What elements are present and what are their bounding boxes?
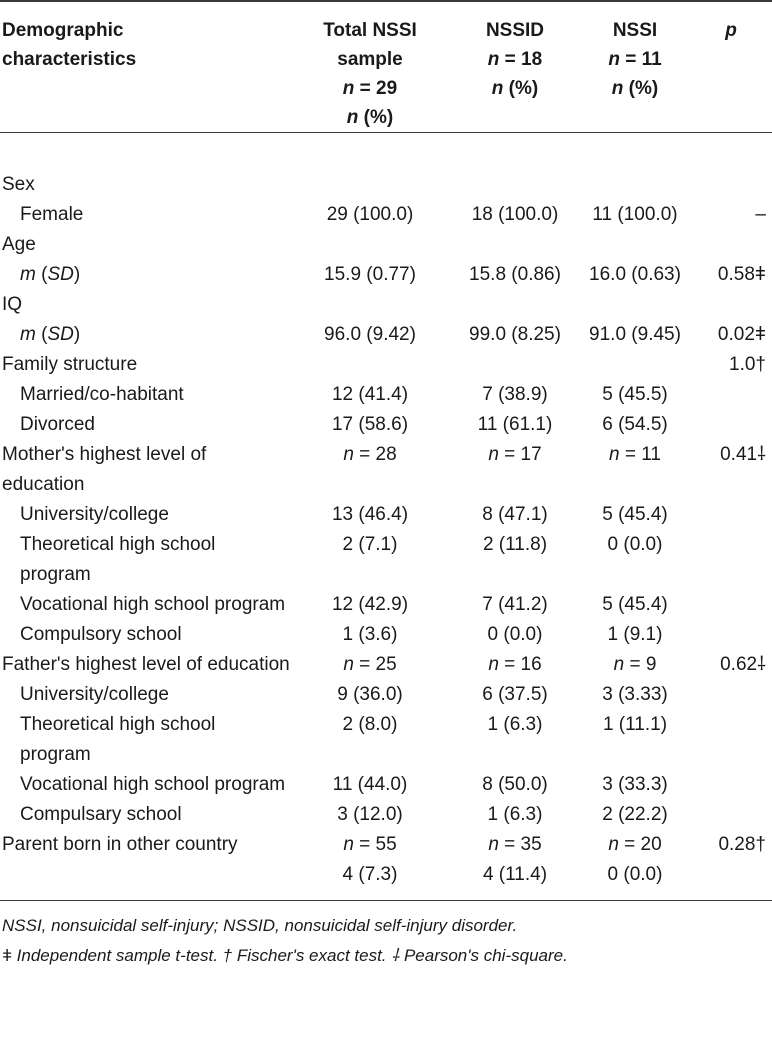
cell-p-value <box>690 770 772 800</box>
cell-p-value: 0.62⸸ <box>720 654 766 675</box>
cell-nssid: 11 (61.1) <box>477 414 553 435</box>
cell-p-value: 0.58ǂ <box>717 264 766 285</box>
cell-nssi: n = 20 <box>608 834 662 855</box>
row-label: Female <box>20 204 84 225</box>
cell-nssi: n = 9 <box>613 654 657 675</box>
row-label: Married/co-habitant <box>20 384 184 405</box>
cell-p-value <box>690 230 772 260</box>
cell-nssid: 2 (11.8) <box>482 534 548 555</box>
row-label: Theoretical high school program <box>20 534 216 585</box>
cell-nssid: 6 (37.5) <box>482 684 548 705</box>
row-label: Compulsory school <box>20 624 182 645</box>
cell-p-value <box>690 290 772 320</box>
cell-nssid: n = 35 <box>488 834 542 855</box>
cell-p-value <box>690 860 772 901</box>
header-p-value: p <box>690 1 772 133</box>
row-label: Family structure <box>2 354 138 375</box>
cell-nssid: 7 (41.2) <box>482 594 548 615</box>
cell-nssid: 1 (6.3) <box>487 714 543 735</box>
cell-nssid <box>450 133 580 201</box>
cell-total-sample: 12 (41.4) <box>331 384 409 405</box>
cell-total-sample: 11 (44.0) <box>332 774 408 795</box>
cell-nssi: 1 (11.1) <box>602 714 668 735</box>
row-label: m (SD) <box>20 264 81 285</box>
header-nssid: NSSID n = 18 n (%) <box>450 1 580 133</box>
cell-nssid: 4 (11.4) <box>450 860 580 901</box>
cell-nssi <box>580 133 690 201</box>
table-row <box>0 680 772 710</box>
cell-total-sample: 15.9 (0.77) <box>324 264 416 285</box>
row-label: IQ <box>2 294 23 315</box>
cell-nssi: 5 (45.4) <box>602 594 668 615</box>
cell-total-sample: 1 (3.6) <box>342 624 398 645</box>
row-label <box>0 860 290 901</box>
cell-p-value <box>690 620 772 650</box>
header-demographic-characteristics: Demographic characteristics <box>0 1 290 133</box>
table-row <box>0 290 772 320</box>
table-row <box>0 770 772 800</box>
cell-nssi: 0 (0.0) <box>580 860 690 901</box>
cell-nssid <box>450 290 580 320</box>
cell-p-value <box>690 800 772 830</box>
cell-nssid: 8 (50.0) <box>482 774 548 795</box>
cell-p-value: 0.02ǂ <box>717 324 766 345</box>
cell-nssi: 0 (0.0) <box>607 534 663 555</box>
table-row <box>0 860 772 901</box>
row-label: Father's highest level of education <box>2 654 290 675</box>
cell-total-sample: n = 25 <box>343 654 397 675</box>
table-body <box>0 133 772 901</box>
cell-total-sample: 3 (12.0) <box>337 804 403 825</box>
cell-nssi: 91.0 (9.45) <box>589 324 681 345</box>
cell-p-value <box>690 410 772 440</box>
cell-nssi: 1 (9.1) <box>607 624 663 645</box>
table-row <box>0 380 772 410</box>
cell-nssi: 6 (54.5) <box>602 414 668 435</box>
cell-p-value <box>690 380 772 410</box>
cell-total-sample: 4 (7.3) <box>290 860 450 901</box>
table-row <box>0 230 772 260</box>
table-row <box>0 620 772 650</box>
footnote-abbreviations: NSSI, nonsuicidal self-injury; NSSID, nonsuicidal self-injury disorder. <box>2 916 518 935</box>
row-label: University/college <box>20 504 169 525</box>
cell-nssi: 5 (45.5) <box>602 384 668 405</box>
cell-total-sample: n = 55 <box>343 834 397 855</box>
table-row <box>0 500 772 530</box>
cell-p-value <box>690 590 772 620</box>
table-header-row <box>0 1 772 133</box>
cell-nssid: 15.8 (0.86) <box>469 264 561 285</box>
cell-total-sample: 13 (46.4) <box>331 504 409 525</box>
row-label: Vocational high school program <box>20 774 286 795</box>
cell-p-value: 1.0† <box>729 354 766 375</box>
table-row <box>0 200 772 230</box>
row-label: Divorced <box>20 414 95 435</box>
cell-total-sample: n = 28 <box>343 444 397 465</box>
row-label: Age <box>2 234 36 255</box>
table-row <box>0 320 772 350</box>
cell-nssi <box>580 350 690 380</box>
row-label: Theoretical high school program <box>20 714 216 765</box>
cell-nssid <box>450 350 580 380</box>
table-row <box>0 590 772 620</box>
cell-total-sample: 12 (42.9) <box>331 594 409 615</box>
cell-nssid <box>450 230 580 260</box>
cell-nssi: 11 (100.0) <box>592 204 678 225</box>
footnote-tests: ǂ Independent sample t-test. † Fischer's exact test. ⸸ Pearson's chi-square. <box>2 946 568 965</box>
cell-total-sample: 17 (58.6) <box>331 414 409 435</box>
row-label: Sex <box>2 174 35 195</box>
table-row <box>0 800 772 830</box>
table-row <box>0 710 772 770</box>
table-row <box>0 530 772 590</box>
row-label: University/college <box>20 684 169 705</box>
cell-nssid: 8 (47.1) <box>482 504 548 525</box>
cell-nssi: 3 (3.33) <box>602 684 668 705</box>
cell-p-value <box>690 710 772 770</box>
cell-total-sample: 29 (100.0) <box>326 204 414 225</box>
cell-total-sample: 2 (7.1) <box>342 534 398 555</box>
cell-total-sample <box>290 290 450 320</box>
cell-nssi <box>580 230 690 260</box>
cell-total-sample <box>290 133 450 201</box>
cell-p-value <box>690 680 772 710</box>
table-row <box>0 350 772 380</box>
header-total-nssi-sample: Total NSSI sample n = 29 n (%) <box>290 1 450 133</box>
cell-total-sample: 9 (36.0) <box>337 684 403 705</box>
cell-nssid: 1 (6.3) <box>487 804 543 825</box>
row-label: m (SD) <box>20 324 81 345</box>
cell-nssid: 18 (100.0) <box>471 204 559 225</box>
cell-nssi: 2 (22.2) <box>602 804 668 825</box>
cell-nssi <box>580 290 690 320</box>
table-row <box>0 260 772 290</box>
cell-total-sample: 96.0 (9.42) <box>324 324 416 345</box>
cell-nssid: n = 17 <box>488 444 542 465</box>
cell-nssid: 0 (0.0) <box>487 624 543 645</box>
cell-nssi: n = 11 <box>609 444 661 465</box>
cell-nssi: 16.0 (0.63) <box>589 264 681 285</box>
cell-nssi: 3 (33.3) <box>602 774 668 795</box>
row-label: Vocational high school program <box>20 594 286 615</box>
table-row <box>0 830 772 860</box>
table-footnotes <box>0 901 772 971</box>
cell-p-value <box>690 133 772 201</box>
table-row <box>0 650 772 680</box>
cell-p-value: 0.41⸸ <box>720 444 766 465</box>
cell-p-value <box>690 500 772 530</box>
cell-p-value: 0.28† <box>718 834 766 855</box>
cell-nssid: n = 16 <box>488 654 542 675</box>
header-nssi: NSSI n = 11 n (%) <box>580 1 690 133</box>
cell-total-sample <box>290 350 450 380</box>
cell-nssid: 99.0 (8.25) <box>469 324 561 345</box>
row-label: Compulsary school <box>20 804 182 825</box>
cell-nssi: 5 (45.4) <box>602 504 668 525</box>
row-label: Parent born in other country <box>2 834 238 855</box>
table-row <box>0 440 772 500</box>
table-row <box>0 410 772 440</box>
cell-p-value: – <box>755 204 766 225</box>
cell-nssid: 7 (38.9) <box>482 384 548 405</box>
cell-p-value <box>690 530 772 590</box>
table-row <box>0 133 772 201</box>
cell-total-sample <box>290 230 450 260</box>
row-label: Mother's highest level of education <box>2 444 207 495</box>
cell-total-sample: 2 (8.0) <box>342 714 398 735</box>
